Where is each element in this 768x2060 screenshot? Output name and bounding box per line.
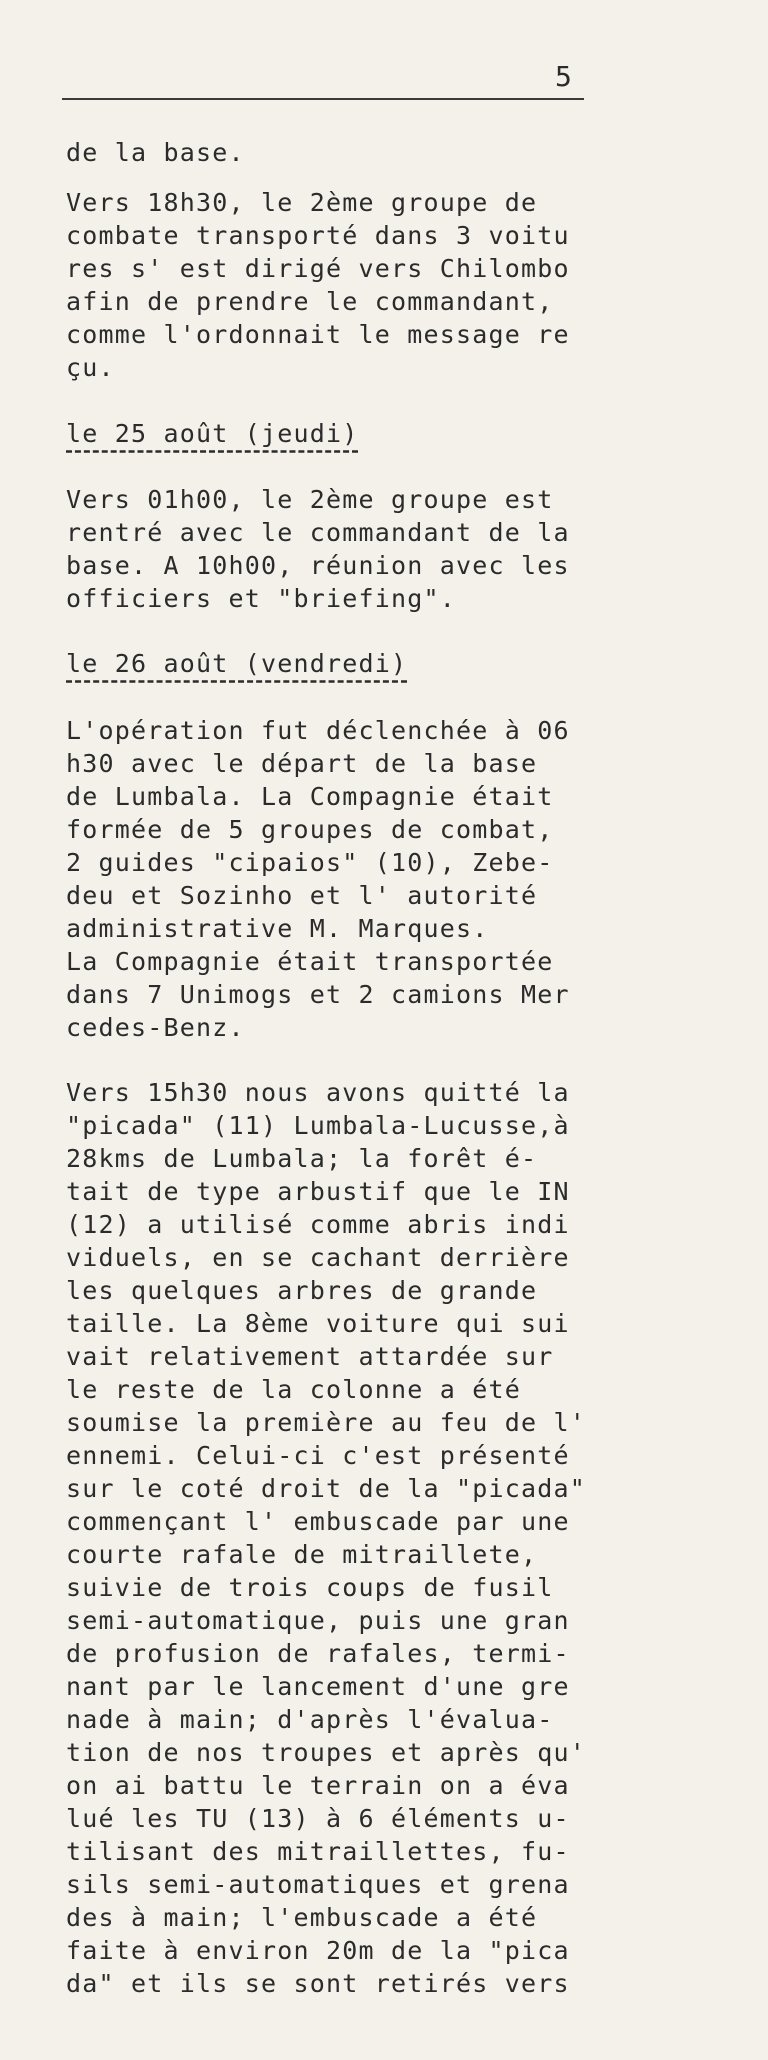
paragraph-operation: L'opération fut déclenchée à 06 h30 avec le départ de la base de Lumbala. La Compagnie était formée de 5 groupes de combat, 2 guides "cipaios" (10), Zebe- deu et Sozinho et l' autorité administrative M. Marques. La Compagnie était transportée dans 7 Unimogs et 2 camions Mer cedes-Benz. xyxy=(66,716,570,1042)
paragraph-ambush: Vers 15h30 nous avons quitté la "picada" (11) Lumbala-Lucusse,à 28kms de Lumbala; la forêt é- tait de type arbustif que le IN (12) a utilisé comme abris indi viduels, en se cachant derrière les quelques arbres de grande taille. La 8ème voiture qui sui vait relativement attardée sur le reste de la colonne a été soumise la première au feu de l' ennemi. Celui-ci c'est présenté sur le coté droit de la "picada" commençant l' embuscade par une courte rafale de mitraillete, suivie de trois coups de fusil semi-automatique, puis une gran de profusion de rafales, termi- nant par le lancement d'une gre nade à main; d'après l'évalua- tion de nos troupes et après qu' on ai battu le terrain on a éva lué les TU (13) à 6 éléments u- tilisant des mitraillettes, fu- sils semi-automatiques et grena des à main; l'embuscade a été faite à environ 20m de la "pica da" et ils se sont retirés vers xyxy=(66,1078,587,1998)
paragraph-second-group: Vers 18h30, le 2ème groupe de combate transporté dans 3 voitu res s' est dirigé vers Chilombo afin de prendre le commandant, comme l'ordonnait le message re çu. xyxy=(66,188,570,382)
header-rule xyxy=(62,98,584,100)
date-heading-26-august: le 26 août (vendredi) xyxy=(66,649,408,678)
date-heading-25-august: le 25 août (jeudi) xyxy=(66,419,359,448)
paragraph-return: Vers 01h00, le 2ème groupe est rentré avec le commandant de la base. A 10h00, réunion avec les officiers et "briefing". xyxy=(66,485,570,613)
page-number: 5 xyxy=(555,60,572,93)
paragraph-continuation: de la base. xyxy=(66,138,245,167)
